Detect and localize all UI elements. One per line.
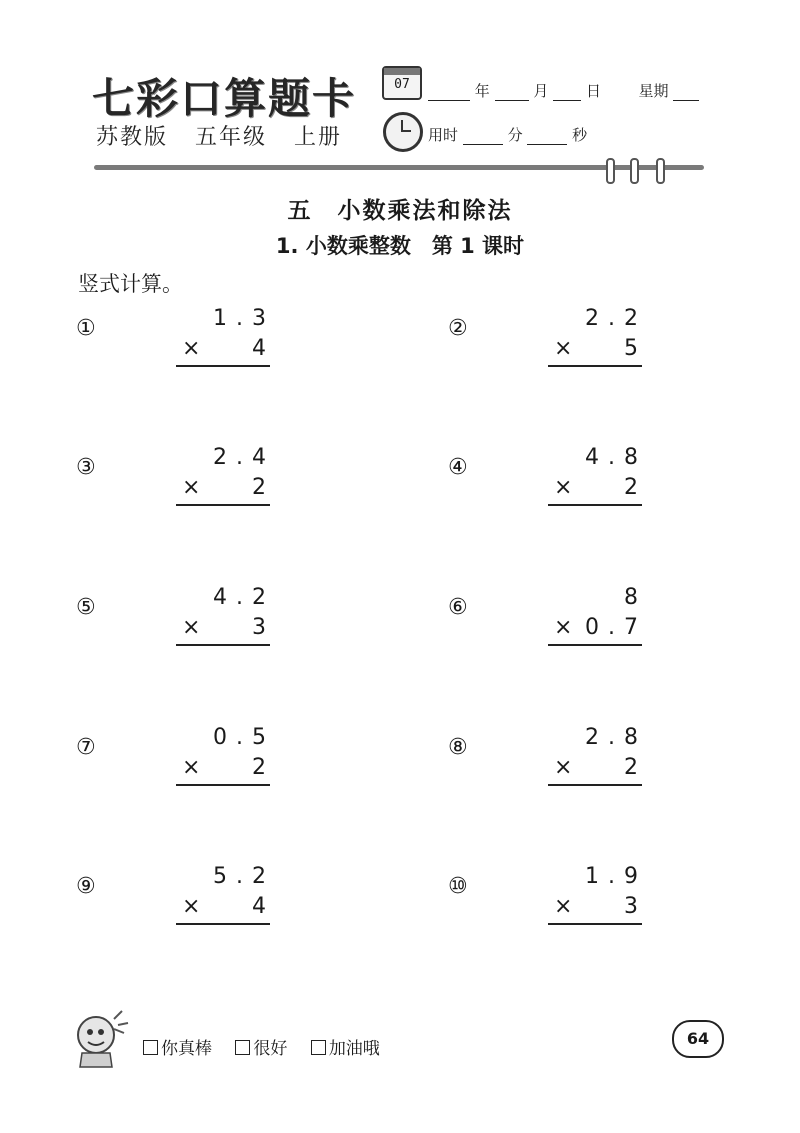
answer-line xyxy=(176,784,270,786)
multiplier: 2 xyxy=(624,755,647,780)
problem-1 xyxy=(76,304,276,364)
problem-number: ⑩ xyxy=(448,874,468,899)
problem-number: ⑧ xyxy=(448,735,468,760)
times-operator: × xyxy=(554,615,573,640)
checkbox[interactable] xyxy=(143,1040,158,1055)
edition-volume: 上册 xyxy=(294,125,343,150)
problem-6 xyxy=(448,583,648,643)
multiplier: 2 xyxy=(252,755,275,780)
answer-line xyxy=(548,923,642,925)
problem-number: ⑤ xyxy=(76,595,96,620)
problem-number: ③ xyxy=(76,455,96,480)
multiplier: 4 xyxy=(252,894,275,919)
unit-title: 五 小数乘法和除法 xyxy=(287,198,513,224)
problem-number: ② xyxy=(448,316,468,341)
multiplicand: 1.9 xyxy=(585,864,647,889)
answer-line xyxy=(548,504,642,506)
problem-number: ⑨ xyxy=(76,874,96,899)
problem-10 xyxy=(448,862,648,922)
multiplicand: 2.4 xyxy=(213,445,275,470)
year-label: 年 xyxy=(474,82,490,100)
brand-title: 七彩口算题卡 xyxy=(92,74,357,123)
edition-publisher: 苏教版 xyxy=(96,125,169,150)
month-blank[interactable] xyxy=(495,86,529,101)
problem-number: ⑦ xyxy=(76,735,96,760)
problem-4 xyxy=(448,443,648,503)
answer-line xyxy=(176,644,270,646)
multiplicand: 0.5 xyxy=(213,725,275,750)
minutes-blank[interactable] xyxy=(463,130,503,145)
problem-number: ⑥ xyxy=(448,595,468,620)
binder-ring-icon xyxy=(630,158,639,184)
problem-8 xyxy=(448,723,648,783)
times-operator: × xyxy=(182,894,201,919)
answer-line xyxy=(548,365,642,367)
multiplier: 2 xyxy=(624,475,647,500)
times-operator: × xyxy=(554,475,573,500)
multiplier: 4 xyxy=(252,336,275,361)
multiplicand: 1.3 xyxy=(213,306,275,331)
answer-line xyxy=(548,784,642,786)
times-operator: × xyxy=(554,755,573,780)
checkbox[interactable] xyxy=(235,1040,250,1055)
rating-label: 很好 xyxy=(253,1039,288,1059)
multiplier: 3 xyxy=(252,615,275,640)
problem-9 xyxy=(76,862,276,922)
times-operator: × xyxy=(554,894,573,919)
rating-label: 你真棒 xyxy=(161,1039,212,1059)
answer-line xyxy=(176,504,270,506)
multiplicand: 2.8 xyxy=(585,725,647,750)
rating-option-great[interactable] xyxy=(143,1039,212,1059)
times-operator: × xyxy=(182,615,201,640)
problem-number: ① xyxy=(76,316,96,341)
edition-grade: 五年级 xyxy=(195,125,268,150)
multiplier: 0.7 xyxy=(585,615,647,640)
times-operator: × xyxy=(182,475,201,500)
seconds-blank[interactable] xyxy=(527,130,567,145)
day-blank[interactable] xyxy=(553,86,581,101)
multiplier: 5 xyxy=(624,336,647,361)
problem-3 xyxy=(76,443,276,503)
time-prefix: 用时 xyxy=(428,126,459,144)
date-fields xyxy=(428,80,699,101)
rating-option-keep-going[interactable] xyxy=(311,1039,380,1059)
times-operator: × xyxy=(182,336,201,361)
multiplicand: 8 xyxy=(624,585,647,610)
answer-line xyxy=(176,365,270,367)
times-operator: × xyxy=(554,336,573,361)
weekday-blank[interactable] xyxy=(673,86,699,101)
problem-number: ④ xyxy=(448,455,468,480)
answer-line xyxy=(176,923,270,925)
calendar-icon xyxy=(382,66,422,100)
problem-2 xyxy=(448,304,648,364)
binder-ring-icon xyxy=(656,158,665,184)
multiplier: 3 xyxy=(624,894,647,919)
calendar-number: 07 xyxy=(394,77,410,92)
multiplicand: 4.8 xyxy=(585,445,647,470)
instruction-text: 竖式计算。 xyxy=(78,272,183,296)
times-operator: × xyxy=(182,755,201,780)
rating-label: 加油哦 xyxy=(328,1039,380,1059)
minutes-label: 分 xyxy=(507,126,523,144)
seconds-label: 秒 xyxy=(572,126,588,144)
multiplicand: 5.2 xyxy=(213,864,275,889)
problem-7 xyxy=(76,723,276,783)
checkbox[interactable] xyxy=(311,1040,326,1055)
multiplicand: 4.2 xyxy=(213,585,275,610)
year-blank[interactable] xyxy=(428,86,470,101)
weekday-label: 星期 xyxy=(638,82,669,100)
problem-5 xyxy=(76,583,276,643)
lesson-title: 1. 小数乘整数 第 1 课时 xyxy=(275,234,525,258)
day-label: 日 xyxy=(585,82,601,100)
month-label: 月 xyxy=(533,82,549,100)
page-number: 64 xyxy=(672,1020,724,1058)
edition-info xyxy=(96,120,360,151)
mascot-icon xyxy=(70,1005,130,1071)
multiplier: 2 xyxy=(252,475,275,500)
multiplicand: 2.2 xyxy=(585,306,647,331)
answer-line xyxy=(548,644,642,646)
rating-option-good[interactable] xyxy=(235,1039,287,1059)
rating-options xyxy=(143,1034,398,1059)
time-fields xyxy=(428,124,587,145)
clock-icon xyxy=(383,112,423,152)
binder-ring-icon xyxy=(606,158,615,184)
